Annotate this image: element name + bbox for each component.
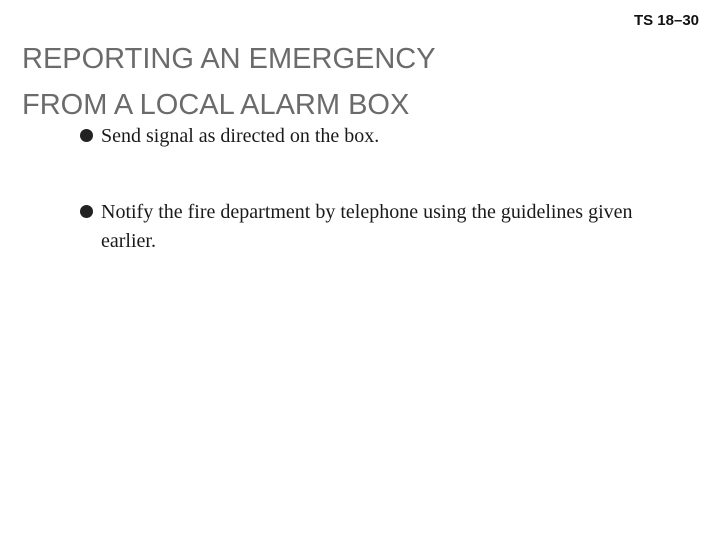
- slide-number: TS 18–30: [633, 12, 699, 29]
- bullet-dot-icon: [80, 205, 93, 218]
- bullet-item: [78, 122, 688, 151]
- slide-title-line-2: FROM A LOCAL ALARM BOX: [22, 89, 410, 121]
- bullet-list: [78, 122, 688, 256]
- slide-title: [22, 36, 436, 128]
- bullet-text: Notify the fire department by telephone using the guidelines given earlier.: [101, 201, 633, 252]
- bullet-dot-icon: [80, 129, 93, 142]
- slide-title-line-1: REPORTING AN EMERGENCY: [22, 43, 436, 75]
- bullet-text: Send signal as directed on the box.: [101, 125, 380, 147]
- bullet-item: [78, 198, 688, 256]
